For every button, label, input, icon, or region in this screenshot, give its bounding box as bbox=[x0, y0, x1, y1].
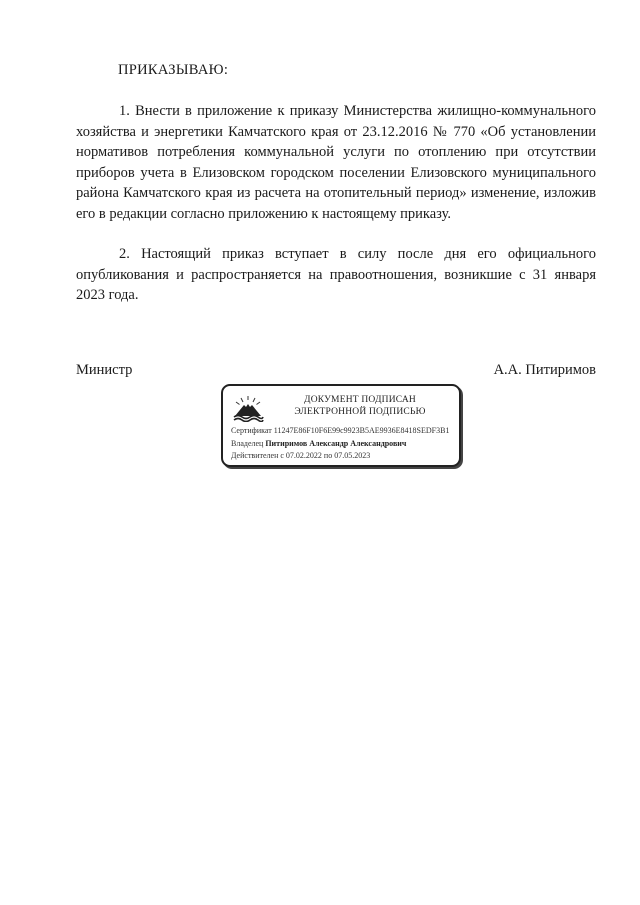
signer-name: А.А. Питиримов bbox=[493, 362, 596, 378]
stamp-title-line1: ДОКУМЕНТ ПОДПИСАН bbox=[304, 395, 416, 405]
stamp-certificate bbox=[231, 426, 449, 435]
stamp-owner bbox=[231, 439, 406, 448]
signer-position: Министр bbox=[76, 362, 133, 378]
kamchatka-coat-of-arms-icon bbox=[232, 394, 264, 422]
order-heading: ПРИКАЗЫВАЮ: bbox=[118, 62, 229, 78]
certificate-value: 11247E86F10F6E99c9923B5AE9936E8418SEDF3B1 bbox=[273, 426, 450, 435]
owner-label: Владелец bbox=[231, 439, 264, 448]
validity-label: Действителен bbox=[231, 451, 279, 460]
electronic-signature-stamp bbox=[221, 384, 461, 467]
owner-value: Питиримов Александр Александрович bbox=[265, 439, 407, 448]
stamp-title-line2: ЭЛЕКТРОННОЙ ПОДПИСЬЮ bbox=[294, 407, 426, 417]
certificate-label: Сертификат bbox=[231, 426, 272, 435]
stamp-validity bbox=[231, 451, 370, 460]
paragraph-1: 1. Внести в приложение к приказу Министерства жилищно-коммунального хозяйства и энергетики Камчатского края от 23.12.2016 № 770 «Об установлении нормативов потребления коммунальной услуги по отоплению при отсутствии приборов учета в Елизовском городском поселении Елизовского муниципального района Камчатского края из расчета на отопительный период» изменение, изложив его в редакции согласно приложению к настоящему приказу. bbox=[76, 103, 596, 222]
paragraph-2: 2. Настоящий приказ вступает в силу после дня его официального опубликования и распространяется на правоотношения, возникшие с 31 января 2023 года. bbox=[76, 246, 596, 303]
validity-value: с 07.02.2022 по 07.05.2023 bbox=[280, 451, 371, 460]
